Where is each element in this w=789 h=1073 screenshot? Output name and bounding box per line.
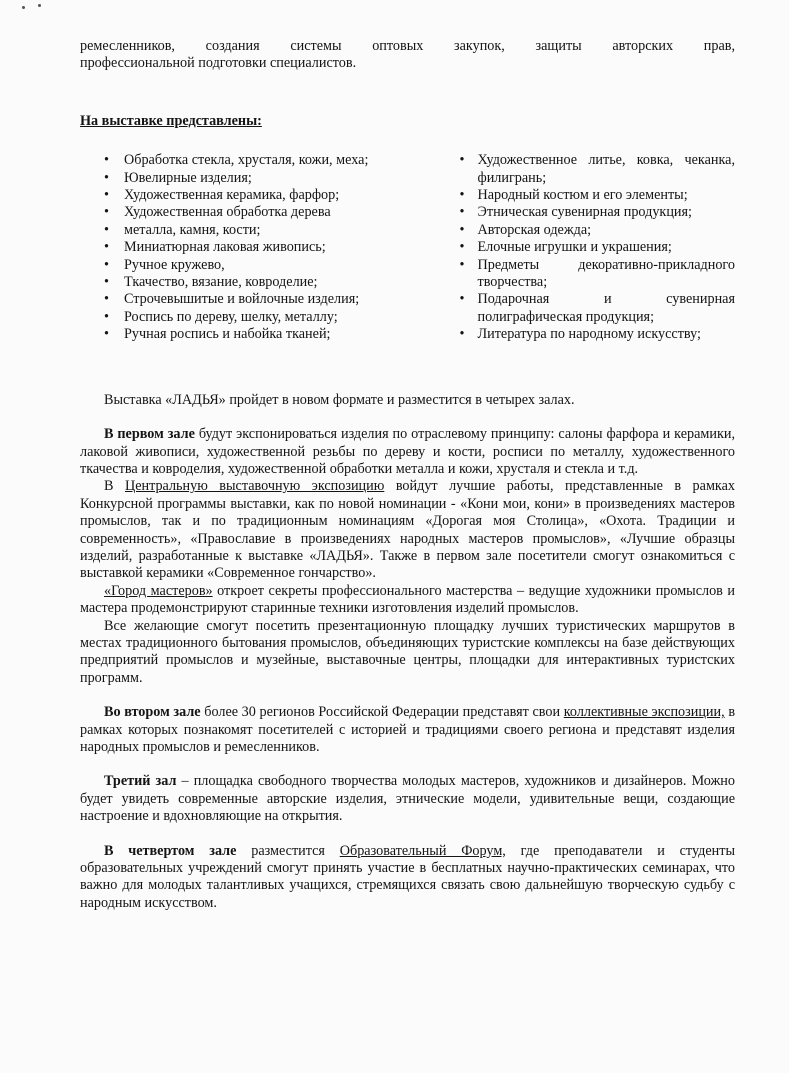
hall-2-text-2: в рамках которых познакомят посетителей с историей и традициями своего региона и представят изделия народных промыслов и ремесленников. (80, 704, 736, 755)
hall-3-text: – площадка свободного творчества молодых мастеров, художников и дизайнеров. Можно будет увидеть современные авторские изделия, этнические модели, удивительные вещи, создающие настроение и вдохновляющие на открытия. (80, 773, 735, 825)
masters-city-paragraph (80, 583, 735, 618)
hall-4-text-1: разместится (236, 842, 340, 859)
exhibit-item: • Художественная обработка дерева (100, 204, 433, 221)
exhibit-item: • Миниатюрная лаковая живопись; (100, 239, 433, 256)
exhibit-item: • Художественная керамика, фарфор; (100, 187, 433, 204)
exhibits-list-right (456, 152, 736, 343)
exhibit-item: • Народный костюм и его элементы; (456, 187, 736, 204)
exhibit-item: • Строчевышитые и войлочные изделия; (100, 291, 433, 308)
exhibit-item: • Предметы декоративно-прикладного творчества; (456, 257, 736, 292)
exhibit-item: • Роспись по дереву, шелку, металлу; (100, 309, 433, 326)
central-exposition-paragraph (80, 478, 735, 582)
hall-4-text-2: где преподаватели и студенты образовательных учреждений смогут принять участие в бесплатных научно-практических семинарах, что важно для молодых талантливых учащихся, стремящихся связать свою дальнейшую творческую судьбу с народным искусством. (80, 842, 735, 911)
intro-line-2: профессиональной подготовки специалистов. (80, 55, 357, 72)
masters-city-text: откроет секреты профессионального мастерства – ведущие художники промыслов и мастера продемонстрируют старинные техники изготовления изделий промыслов. (80, 582, 736, 617)
central-text: войдут лучшие работы, представленные в рамках Конкурсной программы выставки, как по новой номинации - «Кони мои, кони» в произведениях мастеров промыслов, так и по традиционным номинациям «Дорогая моя Столица», «Охота. Традиции и современность», «Православие в произведениях народных мастеров промыслов», «Лучшие образцы изделий, разработанные к выставке «ЛАДЬЯ». Также в первом зале посетители смогут ознакомиться с выставкой керамики «Современное гончарство». (80, 478, 735, 582)
exhibit-item: • Ювелирные изделия; (100, 170, 433, 187)
exhibit-item: • Художественное литье, ковка, чеканка, филигрань; (456, 152, 736, 187)
hall-1-title: В первом зале (104, 426, 195, 443)
exhibit-item: • Ручная роспись и набойка тканей; (100, 326, 433, 343)
central-exposition-link: Центральную выставочную экспозицию (124, 478, 385, 495)
exhibit-item: • Подарочная и сувенирная полиграфическая продукция; (456, 291, 736, 326)
hall-1-text: будут экспонироваться изделия по отраслевому принципу: салоны фарфора и керамики, лаковой живописи, художественной резьбы по дереву и кости, росписи по металлу, художественного ткачества и ковроделия, художественной обработки металла и кожи, хрусталя и стекла и т.д. (80, 426, 735, 477)
exhibit-item: • металла, камня, кости; (100, 222, 433, 239)
central-pre: В (104, 478, 125, 495)
exhibit-item: • Этническая сувенирная продукция; (456, 204, 736, 221)
exhibits-list-left (100, 152, 433, 343)
scan-mark (22, 4, 44, 10)
exhibits-columns (80, 152, 735, 343)
hall-2-text-1: более 30 регионов Российской Федерации представят свои (200, 704, 564, 721)
exhibit-item: • Елочные игрушки и украшения; (456, 239, 736, 256)
document-page (80, 38, 735, 912)
exhibit-item: • Ткачество, вязание, ковроделие; (100, 274, 433, 291)
exhibit-item: • Литература по народному искусству; (456, 326, 736, 343)
hall-1-paragraph (80, 426, 735, 478)
intro-line-1: ремесленников, создания системы оптовых закупок, защиты авторских прав, (80, 38, 735, 54)
hall-3-title: Третий зал (104, 773, 177, 790)
exhibit-item: • Обработка стекла, хрусталя, кожи, меха; (100, 152, 433, 169)
education-forum-link: Образовательный Форум, (339, 842, 506, 859)
masters-city-link: «Город мастеров» (104, 582, 213, 599)
format-lead: Выставка «ЛАДЬЯ» пройдет в новом формате и разместится в четырех залах. (104, 391, 575, 408)
hall-2-title: Во втором зале (104, 704, 201, 721)
tourism-paragraph: Все желающие смогут посетить презентационную площадку лучших туристических маршрутов в местах традиционного бытования промыслов, объединяющих туристские комплексы на базе действующих предприятий промыслов и музейные, выставочные центры, площадки для интерактивных туристских программ. (80, 617, 735, 686)
hall-4-title: В четвертом зале (104, 842, 237, 859)
hall-2-paragraph (80, 704, 735, 756)
exhibits-heading: На выставке представлены: (80, 112, 262, 129)
exhibit-item: • Ручное кружево, (100, 257, 433, 274)
exhibit-item: • Авторская одежда; (456, 222, 736, 239)
hall-4-paragraph (80, 843, 735, 913)
hall-3-paragraph (80, 773, 735, 825)
collective-expositions-link: коллективные экспозиции, (563, 704, 725, 721)
